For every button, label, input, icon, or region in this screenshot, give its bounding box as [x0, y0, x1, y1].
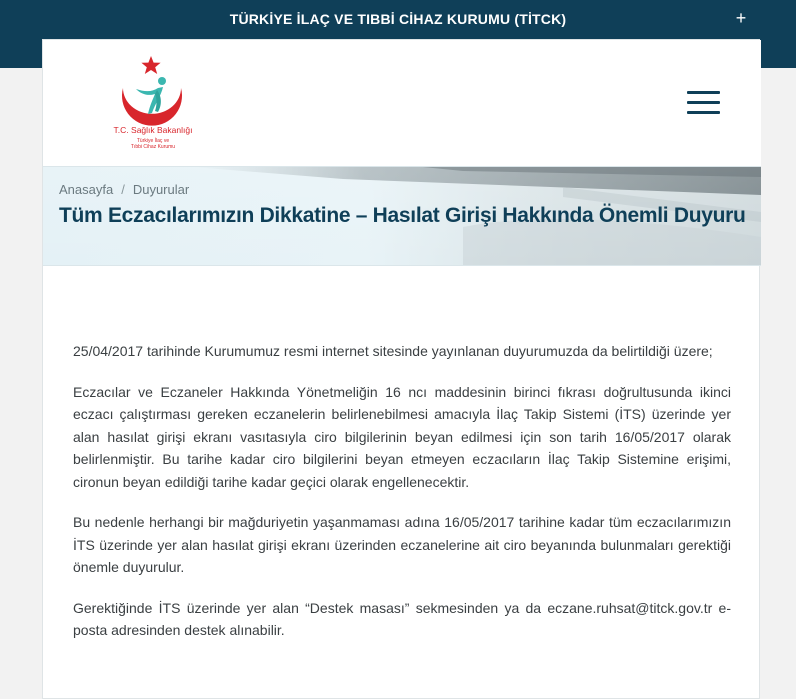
site-title: TÜRKİYE İLAÇ VE TIBBİ CİHAZ KURUMU (TİTCK): [229, 11, 567, 27]
page-banner: [43, 166, 761, 266]
site-header: [43, 40, 761, 166]
announcement-body: [73, 340, 731, 660]
page-title: Tüm Eczacılarımızın Dikkatine – Hasılat Girişi Hakkında Önemli Duyuru: [59, 204, 746, 227]
breadcrumb-current-link[interactable]: Duyurular: [132, 182, 190, 197]
breadcrumb-separator: /: [121, 182, 125, 197]
logo-subtitle: [105, 138, 201, 150]
breadcrumb-home-link[interactable]: Anasayfa: [59, 182, 114, 197]
hamburger-menu-icon[interactable]: [687, 89, 723, 117]
plus-icon[interactable]: +: [735, 8, 747, 28]
paragraph-deadline: Bu nedenle herhangi bir mağduriyetin yaşanmaması adına 16/05/2017 tarihine kadar tüm eczacılarımızın İTS üzerinde yer alan hasılat girişi ekranı üzerinden eczanelerine ait ciro beyanında bulunmaları gerektiği önemle duyurulur.: [73, 514, 731, 575]
ministry-logo[interactable]: [105, 54, 201, 154]
paragraph-intro: 25/04/2017 tarihinde Kurumumuz resmi internet sitesinde yayınlanan duyurumuzda da belirtildiği üzere;: [73, 343, 713, 359]
logo-name: T.C. Sağlık Bakanlığı: [113, 125, 193, 135]
breadcrumb: [59, 182, 189, 197]
main-card: [42, 39, 760, 699]
logo-subtitle-line2: Tıbbi Cihaz Kurumu: [130, 144, 176, 150]
paragraph-regulation: Eczacılar ve Eczaneler Hakkında Yönetmeliğin 16 ncı maddesinin birinci fıkrası doğrultusunda ikinci eczacı çalıştırması gereken eczanelerin belirlenebilmesi amacıyla İlaç Takip Sistemi (İTS) üzerinde yer alan hasılat girişi ekranı vasıtasıyla ciro bilgilerinin beyan edilmesi için son tarih 16/05/2017 olarak belirlenmiştir. Bu tarihe kadar ciro bilgilerini beyan etmeyen eczacıların İlaç Takip Sistemine erişimi, cironun beyan edildiği tarihe kadar geçici olarak engellenecektir.: [73, 383, 731, 490]
logo-subtitle-line1: Türkiye İlaç ve: [136, 138, 170, 144]
paragraph-support: Gerektiğinde İTS üzerinde yer alan “Destek masası” sekmesinden ya da eczane.ruhsat@titck.gov.tr e-posta adresinden destek alınabilir.: [73, 599, 731, 638]
